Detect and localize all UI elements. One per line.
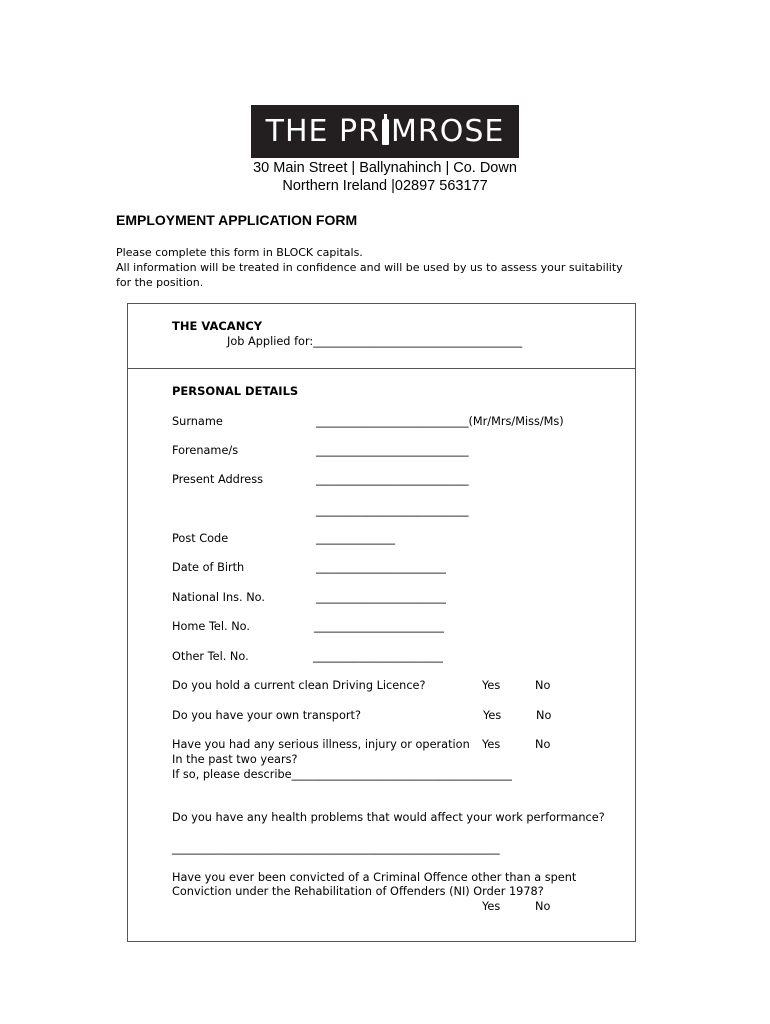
- ni-label: National Ins. No.: [172, 591, 265, 604]
- other-tel-label: Other Tel. No.: [172, 650, 249, 663]
- address-label: Present Address: [172, 473, 263, 486]
- home-tel-field[interactable]: _______________________: [314, 620, 444, 633]
- address-field-2[interactable]: ___________________________: [316, 504, 469, 517]
- address-line-2: Northern Ireland |02897 563177: [282, 178, 488, 194]
- illness-question-1: Have you had any serious illness, injury or operation: [172, 738, 470, 751]
- illness-describe-field[interactable]: If so, please describe_______________________________________: [172, 768, 512, 781]
- health-question: Do you have any health problems that would affect your work performance?: [172, 811, 605, 824]
- surname-field[interactable]: ___________________________(Mr/Mrs/Miss/Ms): [316, 415, 564, 428]
- other-tel-field[interactable]: _______________________: [313, 650, 443, 663]
- licence-no[interactable]: No: [535, 679, 551, 692]
- personal-details-heading: PERSONAL DETAILS: [172, 384, 299, 398]
- logo: [251, 105, 519, 158]
- illness-no[interactable]: No: [535, 738, 551, 751]
- illness-yes[interactable]: Yes: [482, 738, 501, 751]
- transport-no[interactable]: No: [536, 709, 552, 722]
- intro-line-2: All information will be treated in confidence and will be used by us to assess your suitability: [116, 261, 623, 274]
- logo-text: [266, 114, 505, 149]
- conviction-question-1: Have you ever been convicted of a Criminal Offence other than a spent: [172, 871, 577, 884]
- job-applied-field[interactable]: Job Applied for:_____________________________________: [227, 335, 523, 348]
- conviction-yes[interactable]: Yes: [482, 900, 501, 913]
- conviction-no[interactable]: No: [535, 900, 551, 913]
- address-field-1[interactable]: ___________________________: [316, 473, 469, 486]
- transport-question: Do you have your own transport?: [172, 709, 361, 722]
- postcode-label: Post Code: [172, 532, 229, 545]
- licence-yes[interactable]: Yes: [482, 679, 501, 692]
- licence-question: Do you hold a current clean Driving Licence?: [172, 679, 426, 692]
- logo-text-after: MROSE: [390, 114, 505, 149]
- ni-field[interactable]: _______________________: [316, 591, 446, 604]
- postcode-field[interactable]: ______________: [316, 532, 396, 545]
- section-divider: [127, 368, 636, 369]
- surname-label: Surname: [172, 415, 223, 428]
- dob-label: Date of Birth: [172, 561, 245, 574]
- forename-field[interactable]: ___________________________: [316, 444, 469, 457]
- address-line-1: 30 Main Street | Ballynahinch | Co. Down: [253, 160, 517, 176]
- illness-question-2: In the past two years?: [172, 753, 298, 766]
- intro-line-3: for the position.: [116, 276, 204, 289]
- home-tel-label: Home Tel. No.: [172, 620, 250, 633]
- bottle-icon: [382, 119, 389, 145]
- vacancy-heading: THE VACANCY: [172, 319, 263, 333]
- form-title: EMPLOYMENT APPLICATION FORM: [116, 212, 358, 228]
- intro-line-1: Please complete this form in BLOCK capitals.: [116, 246, 363, 259]
- forename-label: Forename/s: [172, 444, 239, 457]
- dob-field[interactable]: _______________________: [316, 561, 446, 574]
- conviction-question-2: Conviction under the Rehabilitation of Offenders (NI) Order 1978?: [172, 885, 544, 898]
- health-field[interactable]: __________________________________________________________: [172, 842, 500, 855]
- logo-text-before: THE PR: [265, 114, 380, 149]
- transport-yes[interactable]: Yes: [483, 709, 502, 722]
